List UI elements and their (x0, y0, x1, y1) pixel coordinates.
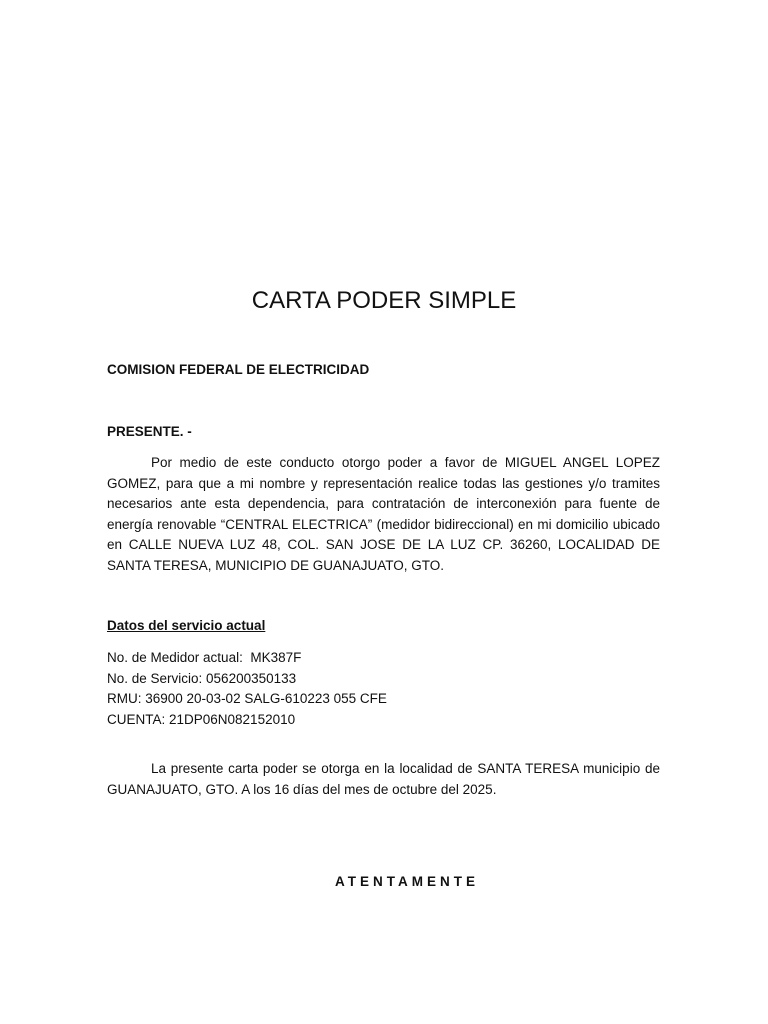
account-line: CUENTA: 21DP06N082152010 (107, 711, 296, 727)
document-title: CARTA PODER SIMPLE (251, 287, 517, 314)
addressee: COMISION FEDERAL DE ELECTRICIDAD (107, 362, 370, 377)
rmu-line: RMU: 36900 20-03-02 SALG-610223 055 CFE (107, 691, 387, 706)
meter-number-line: No. de Medidor actual: MK387F (107, 650, 302, 665)
service-data-list (107, 648, 387, 730)
service-number-line: No. de Servicio: 056200350133 (107, 670, 297, 686)
greeting: PRESENTE. - (107, 424, 192, 439)
section-heading-service-data: Datos del servicio actual (107, 618, 266, 633)
closing-salutation: ATENTAMENTE (335, 874, 479, 889)
body-paragraph-authorization: Por medio de este conducto otorgo poder a favor de MIGUEL ANGEL LOPEZ GOMEZ, para que a mi nombre y representación realice todas las gestiones y/o tramites necesarios ante esta dependencia, para contratación de interconexión para fuente de energía renovable “CENTRAL ELECTRICA” (medidor bidireccional) en mi domicilio ubicado en CALLE NUEVA LUZ 48, COL. SAN JOSE DE LA LUZ CP. 36260, LOCALIDAD DE SANTA TERESA, MUNICIPIO DE GUANAJUATO, GTO. (107, 455, 660, 573)
body-paragraph-location-date: La presente carta poder se otorga en la localidad de SANTA TERESA municipio de GUANAJUATO, GTO. A los 16 días del mes de octubre del 2025. (107, 761, 660, 797)
